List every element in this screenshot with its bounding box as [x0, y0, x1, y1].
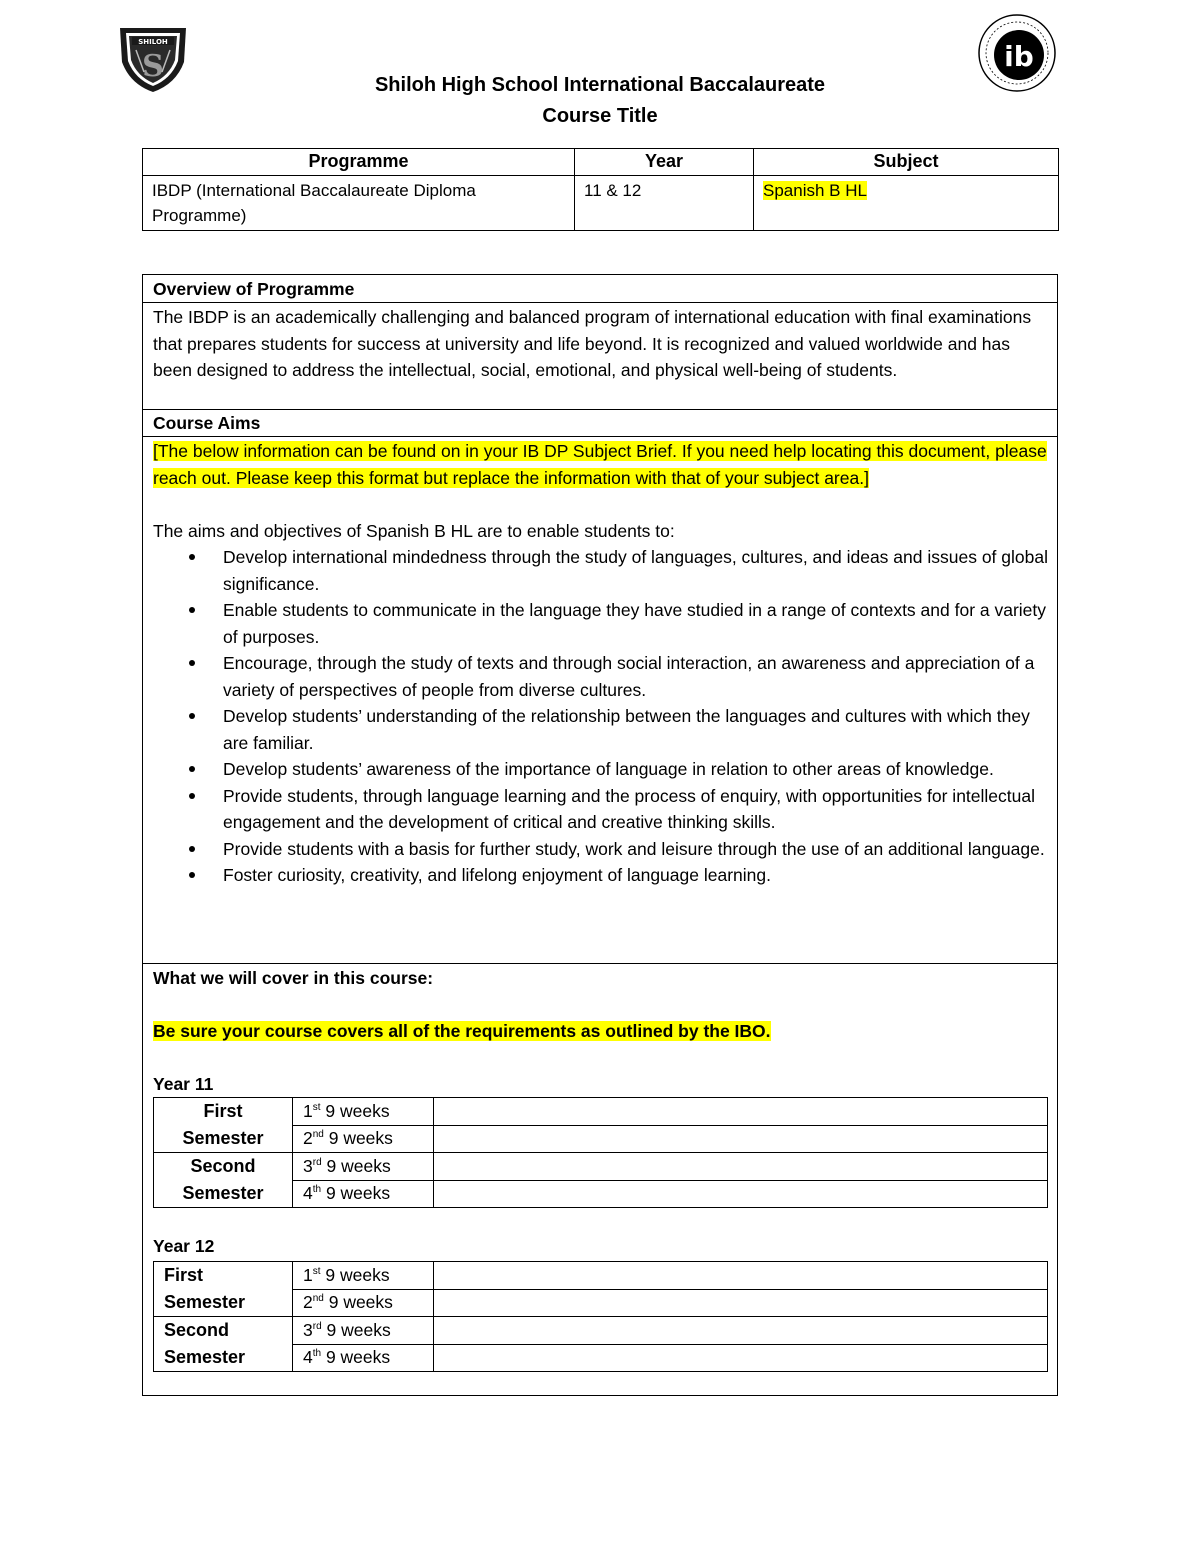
- overview-heading: Overview of Programme: [153, 279, 355, 299]
- aim-item: Encourage, through the study of texts and through social interaction, an awareness and appreciation of a variety of perspectives of people from diverse cultures.: [223, 650, 1057, 703]
- second-semester-label: Second Semester: [154, 1317, 293, 1372]
- year12-label: Year 12: [153, 1236, 215, 1256]
- year11-label: Year 11: [153, 1074, 214, 1094]
- subject-value: Spanish B HL: [763, 181, 867, 200]
- week-content-cell: [434, 1317, 1048, 1345]
- document-title: [0, 70, 1200, 132]
- week-content-cell: [434, 1262, 1048, 1290]
- first-semester-label: First Semester: [154, 1098, 293, 1153]
- year-header: Year: [575, 149, 754, 176]
- requirement-note: Be sure your course covers all of the requirements as outlined by the IBO.: [153, 1021, 771, 1041]
- aims-heading-row: [143, 410, 1057, 437]
- week-content-cell: [434, 1125, 1048, 1153]
- aims-body-row: [143, 438, 1057, 889]
- year-value: 11 & 12: [575, 176, 754, 231]
- svg-text:ib: ib: [1004, 40, 1034, 73]
- school-title: Shiloh High School International Baccalaureate: [374, 74, 826, 96]
- subject-cell: [754, 176, 1059, 231]
- week-content-cell: [434, 1098, 1048, 1126]
- aims-heading: Course Aims: [153, 413, 261, 433]
- overview-heading-row: [143, 276, 1057, 303]
- week-cell: 4th 9 weeks: [293, 1344, 434, 1372]
- course-outline-table: [142, 274, 1058, 1396]
- aim-item: Develop students’ awareness of the importance of language in relation to other areas of knowledge.: [223, 756, 1057, 783]
- overview-body-row: [143, 304, 1057, 384]
- first-semester-label: First Semester: [154, 1262, 293, 1317]
- year12-label-row: [143, 1233, 1057, 1260]
- week-content-cell: [434, 1344, 1048, 1372]
- year12-table: [153, 1261, 1048, 1372]
- programme-value: IBDP (International Baccalaureate Diploma Programme): [143, 176, 575, 231]
- week-content-cell: [434, 1289, 1048, 1317]
- overview-body: The IBDP is an academically challenging and balanced program of international education with final examinations that prepares students for success at university and life beyond. It is recognized and valued worldwide and has been designed to address the intellectual, social, emotional, and physical well-being of students.: [153, 307, 1032, 380]
- aims-note-wrap: [143, 438, 1057, 491]
- week-cell: 1st 9 weeks: [293, 1098, 434, 1126]
- spacer: [143, 1045, 1057, 1072]
- svg-text:S: S: [142, 49, 164, 84]
- aims-note: [The below information can be found on in your IB DP Subject Brief. If you need help locating this document, please reach out. Please keep this format but replace the information with that of your subject area.]: [153, 441, 1047, 488]
- programme-table: [142, 148, 1059, 231]
- week-content-cell: [434, 1180, 1048, 1208]
- week-content-cell: [434, 1153, 1048, 1181]
- week-cell: 2nd 9 weeks: [293, 1125, 434, 1153]
- aim-item: Enable students to communicate in the language they have studied in a range of contexts and for a variety of purposes.: [223, 597, 1057, 650]
- svg-text:SHILOH: SHILOH: [138, 38, 168, 46]
- spacer: [143, 491, 1057, 518]
- coverage-row: [143, 965, 1057, 1098]
- aim-item: Provide students, through language learning and the process of enquiry, with opportunities for intellectual engagement and the development of critical and creative thinking skills.: [223, 783, 1057, 836]
- week-cell: 3rd 9 weeks: [293, 1153, 434, 1181]
- week-cell: 4th 9 weeks: [293, 1180, 434, 1208]
- week-cell: 2nd 9 weeks: [293, 1289, 434, 1317]
- spacer: [143, 992, 1057, 1019]
- aim-item: Provide students with a basis for further study, work and leisure through the use of an additional language.: [223, 836, 1057, 863]
- aims-list: [143, 544, 1057, 889]
- second-semester-label: Second Semester: [154, 1153, 293, 1208]
- coverage-heading: What we will cover in this course:: [153, 968, 434, 988]
- aims-intro: The aims and objectives of Spanish B HL are to enable students to:: [153, 520, 675, 541]
- aim-item: Foster curiosity, creativity, and lifelong enjoyment of language learning.: [223, 862, 1057, 889]
- aim-item: Develop international mindedness through the study of languages, cultures, and ideas and issues of global significance.: [223, 544, 1057, 597]
- week-cell: 1st 9 weeks: [293, 1262, 434, 1290]
- aim-item: Develop students’ understanding of the relationship between the languages and cultures with which they are familiar.: [223, 703, 1057, 756]
- course-title: Course Title: [542, 105, 658, 127]
- week-cell: 3rd 9 weeks: [293, 1317, 434, 1345]
- year11-table: [153, 1097, 1048, 1208]
- requirement-wrap: [143, 1018, 1057, 1045]
- subject-header: Subject: [754, 149, 1059, 176]
- programme-header: Programme: [143, 149, 575, 176]
